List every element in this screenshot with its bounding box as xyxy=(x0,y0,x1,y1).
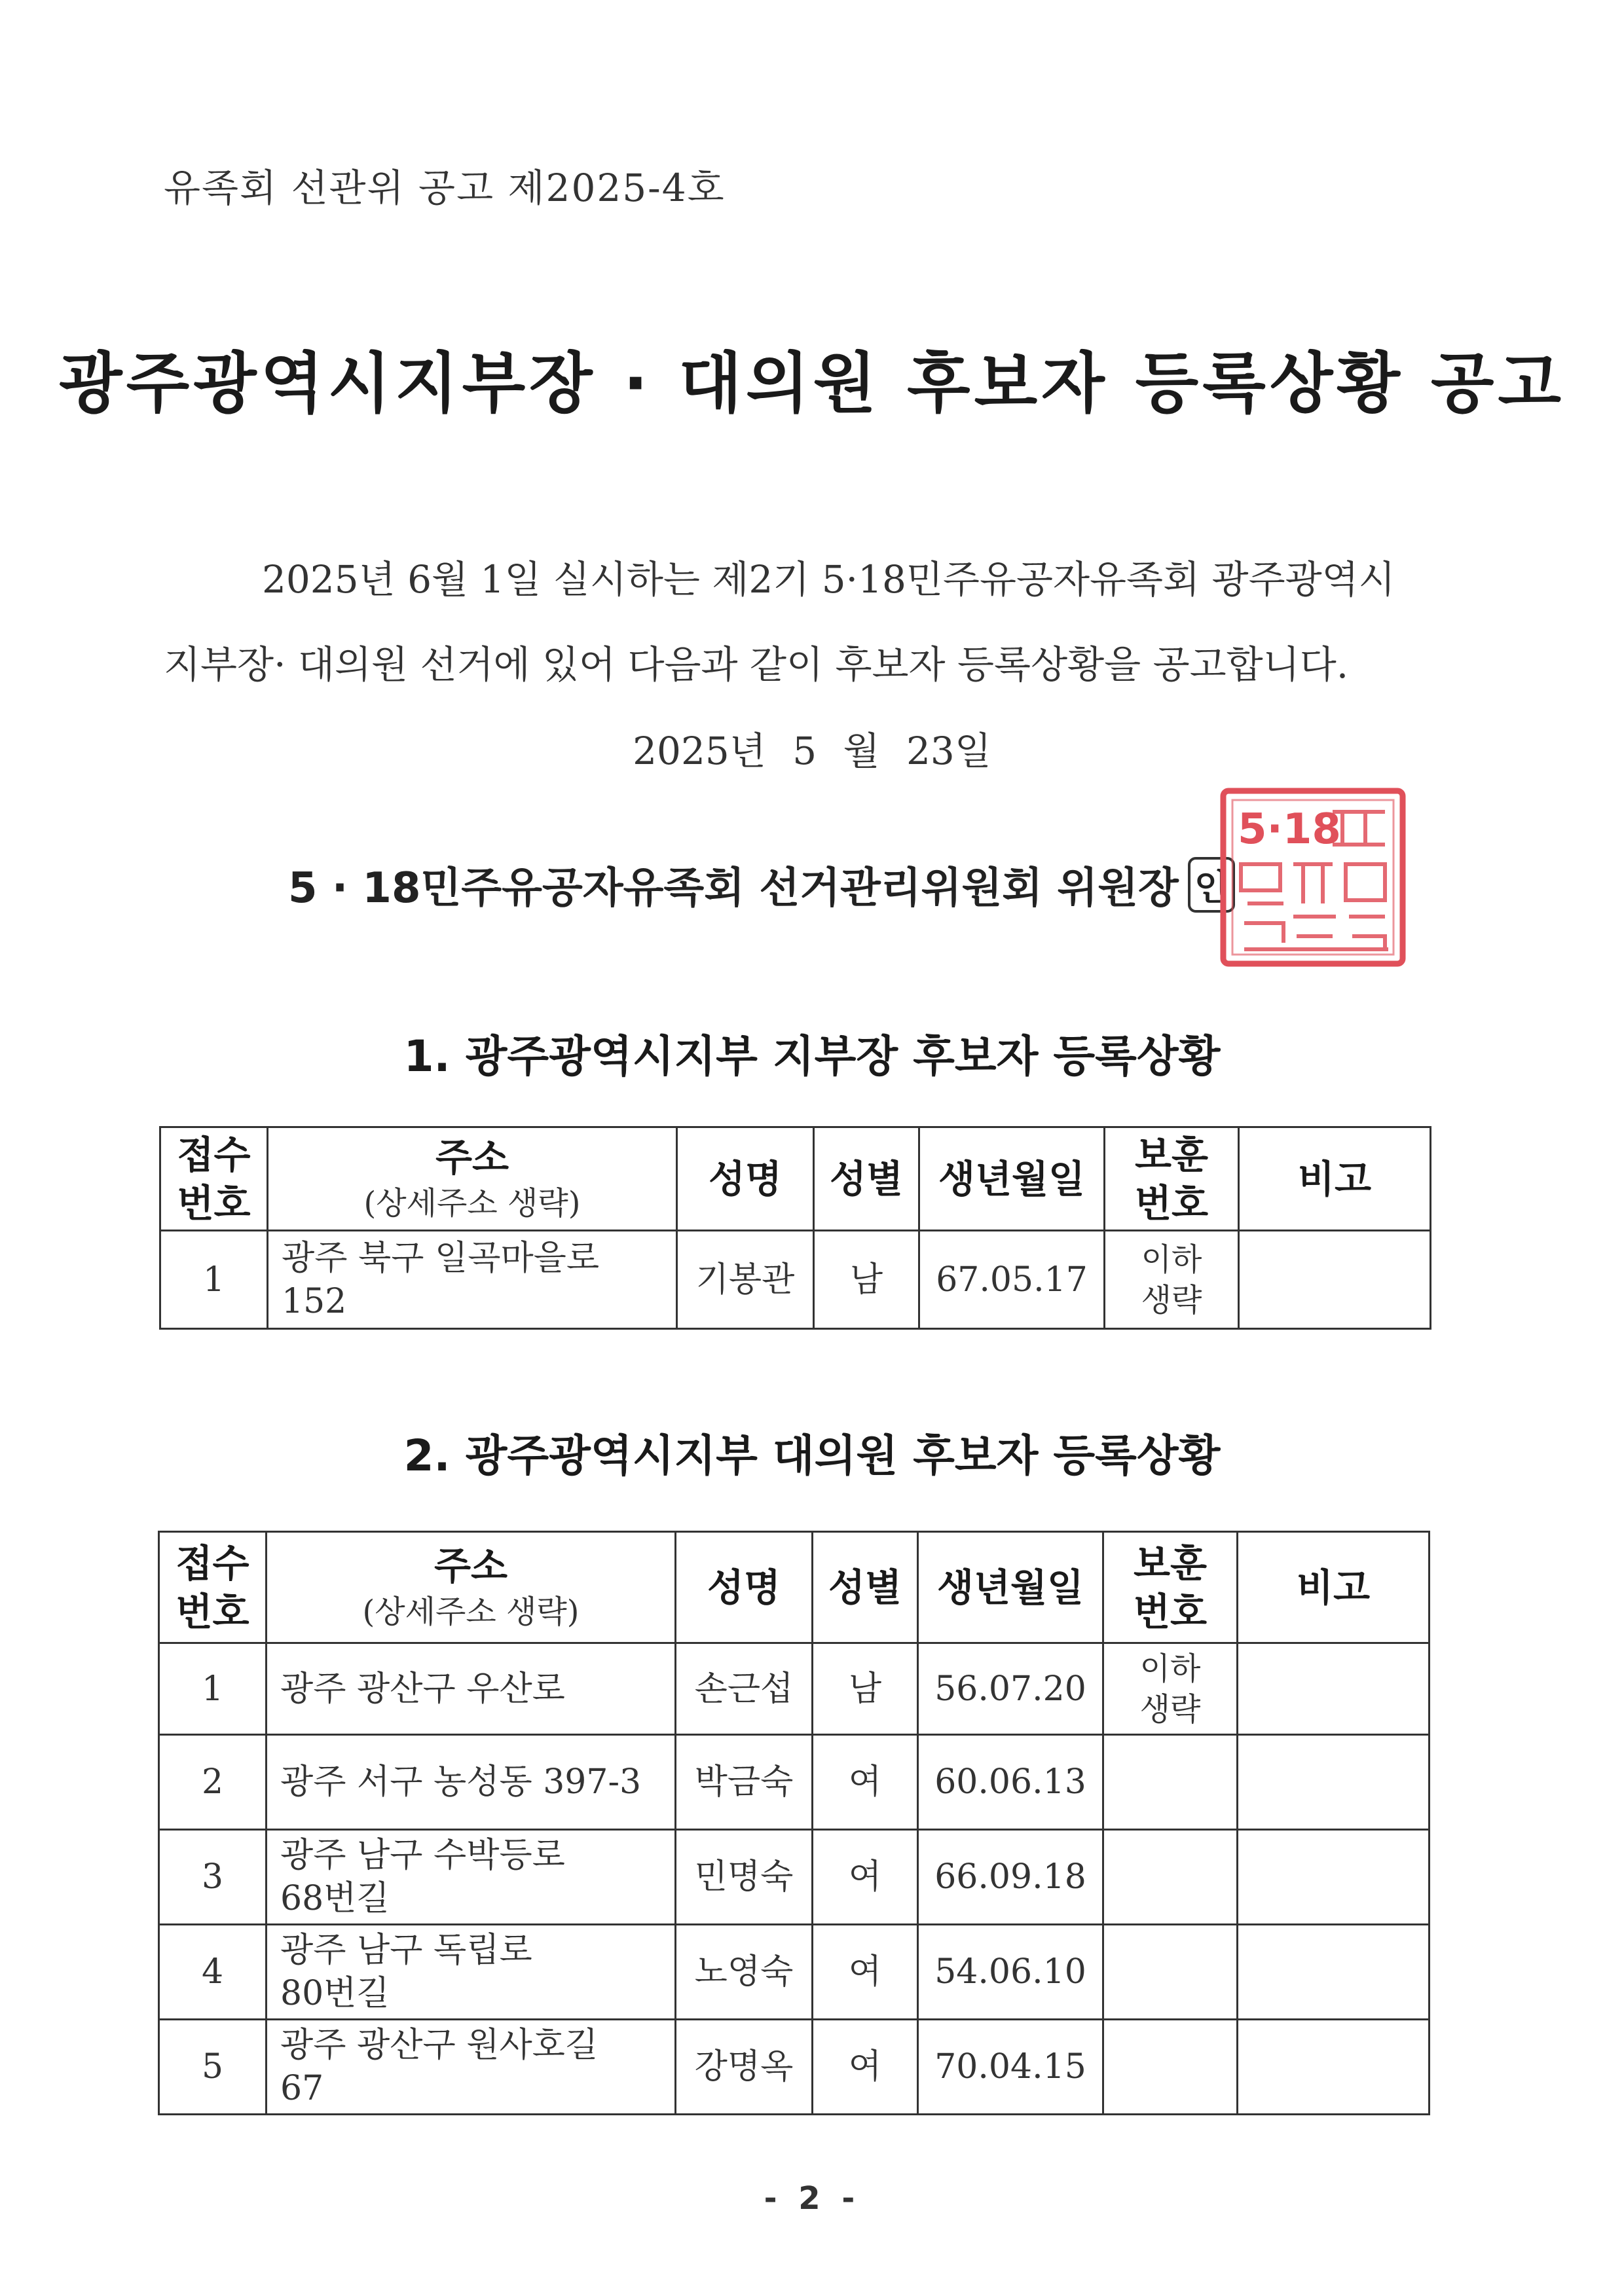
cell-birth: 67.05.17 xyxy=(919,1231,1105,1329)
header-reg-no: 접수 번호 xyxy=(159,1532,267,1643)
table-header-row xyxy=(160,1127,1431,1231)
cell-name: 노영숙 xyxy=(676,1925,813,2020)
header-remark: 비고 xyxy=(1239,1127,1431,1231)
cell-gender: 여 xyxy=(813,1830,918,1925)
cell-veteran-no xyxy=(1103,1735,1238,1830)
cell-name: 박금숙 xyxy=(676,1735,813,1830)
page-number: - 2 - xyxy=(764,2180,860,2217)
table-row xyxy=(160,1231,1431,1329)
body-line-1: 2025년 6월 1일 실시하는 제2기 5·18민주유공자유족회 광주광역시 xyxy=(262,557,1395,602)
cell-gender: 여 xyxy=(813,1735,918,1830)
header-name: 성명 xyxy=(676,1532,813,1643)
section1-title: 1. 광주광역시지부 지부장 후보자 등록상황 xyxy=(403,1031,1221,1082)
cell-reg-no: 2 xyxy=(159,1735,267,1830)
header-reg-no: 접수 번호 xyxy=(160,1127,268,1231)
cell-veteran-no: 이하 생략 xyxy=(1105,1231,1239,1329)
cell-reg-no: 1 xyxy=(159,1643,267,1735)
cell-reg-no: 3 xyxy=(159,1830,267,1925)
cell-name: 민명숙 xyxy=(676,1830,813,1925)
cell-remark xyxy=(1238,1830,1430,1925)
official-seal-icon xyxy=(1218,786,1408,969)
cell-birth: 54.06.10 xyxy=(918,1925,1103,2020)
cell-gender: 여 xyxy=(813,2020,918,2115)
cell-remark xyxy=(1238,1643,1430,1735)
cell-gender: 남 xyxy=(813,1643,918,1735)
cell-reg-no: 4 xyxy=(159,1925,267,2020)
document-title: 광주광역시지부장 · 대의원 후보자 등록상황 공고 xyxy=(58,345,1566,422)
table-row xyxy=(159,1925,1430,2020)
cell-veteran-no xyxy=(1103,1925,1238,2020)
header-address: 주소 (상세주소 생략) xyxy=(267,1532,676,1643)
table-row xyxy=(159,1735,1430,1830)
header-birth: 생년월일 xyxy=(919,1127,1105,1231)
cell-gender: 여 xyxy=(813,1925,918,2020)
cell-name: 강명옥 xyxy=(676,2020,813,2115)
cell-birth: 70.04.15 xyxy=(918,2020,1103,2115)
issuer-name: 5 · 18민주유공자유족회 선거관리위원회 위원장 xyxy=(288,864,1179,913)
table-row xyxy=(159,1643,1430,1735)
header-address: 주소 (상세주소 생략) xyxy=(268,1127,677,1231)
cell-reg-no: 5 xyxy=(159,2020,267,2115)
delegate-candidates-table xyxy=(158,1531,1430,2115)
cell-name: 기봉관 xyxy=(677,1231,814,1329)
cell-veteran-no xyxy=(1103,2020,1238,2115)
cell-remark xyxy=(1238,2020,1430,2115)
table-row xyxy=(159,1830,1430,1925)
seal-mark: 인 xyxy=(1188,857,1235,913)
body-line-2: 지부장· 대의원 선거에 있어 다음과 같이 후보자 등록상황을 공고합니다. xyxy=(164,642,1349,687)
cell-address: 광주 북구 일곡마을로 152 xyxy=(268,1231,677,1329)
cell-address: 광주 광산구 원사호길 67 xyxy=(267,2020,676,2115)
cell-veteran-no: 이하 생략 xyxy=(1103,1643,1238,1735)
header-name: 성명 xyxy=(677,1127,814,1231)
table-header-row xyxy=(159,1532,1430,1643)
cell-address: 광주 남구 독립로 80번길 xyxy=(267,1925,676,2020)
header-veteran-no: 보훈 번호 xyxy=(1105,1127,1239,1231)
table-row xyxy=(159,2020,1430,2115)
cell-birth: 66.09.18 xyxy=(918,1830,1103,1925)
cell-remark xyxy=(1239,1231,1431,1329)
issuer-line xyxy=(288,854,1235,915)
announcement-date: 2025년 5 월 23일 xyxy=(633,729,991,773)
header-gender: 성별 xyxy=(814,1127,919,1231)
cell-remark xyxy=(1238,1735,1430,1830)
announcement-body xyxy=(164,537,1467,707)
cell-reg-no: 1 xyxy=(160,1231,268,1329)
cell-address: 광주 남구 수박등로 68번길 xyxy=(267,1830,676,1925)
header-veteran-no: 보훈 번호 xyxy=(1103,1532,1238,1643)
header-remark: 비고 xyxy=(1238,1532,1430,1643)
branch-head-candidates-table xyxy=(159,1126,1431,1330)
section2-title: 2. 광주광역시지부 대의원 후보자 등록상황 xyxy=(403,1430,1221,1481)
cell-veteran-no xyxy=(1103,1830,1238,1925)
cell-name: 손근섭 xyxy=(676,1643,813,1735)
cell-birth: 56.07.20 xyxy=(918,1643,1103,1735)
cell-remark xyxy=(1238,1925,1430,2020)
header-birth: 생년월일 xyxy=(918,1532,1103,1643)
cell-gender: 남 xyxy=(814,1231,919,1329)
cell-address: 광주 서구 농성동 397-3 xyxy=(267,1735,676,1830)
cell-address: 광주 광산구 우산로 xyxy=(267,1643,676,1735)
header-gender: 성별 xyxy=(813,1532,918,1643)
cell-birth: 60.06.13 xyxy=(918,1735,1103,1830)
notice-number: 유족회 선관위 공고 제2025-4호 xyxy=(164,166,726,210)
svg-text:5·18: 5·18 xyxy=(1238,805,1341,854)
